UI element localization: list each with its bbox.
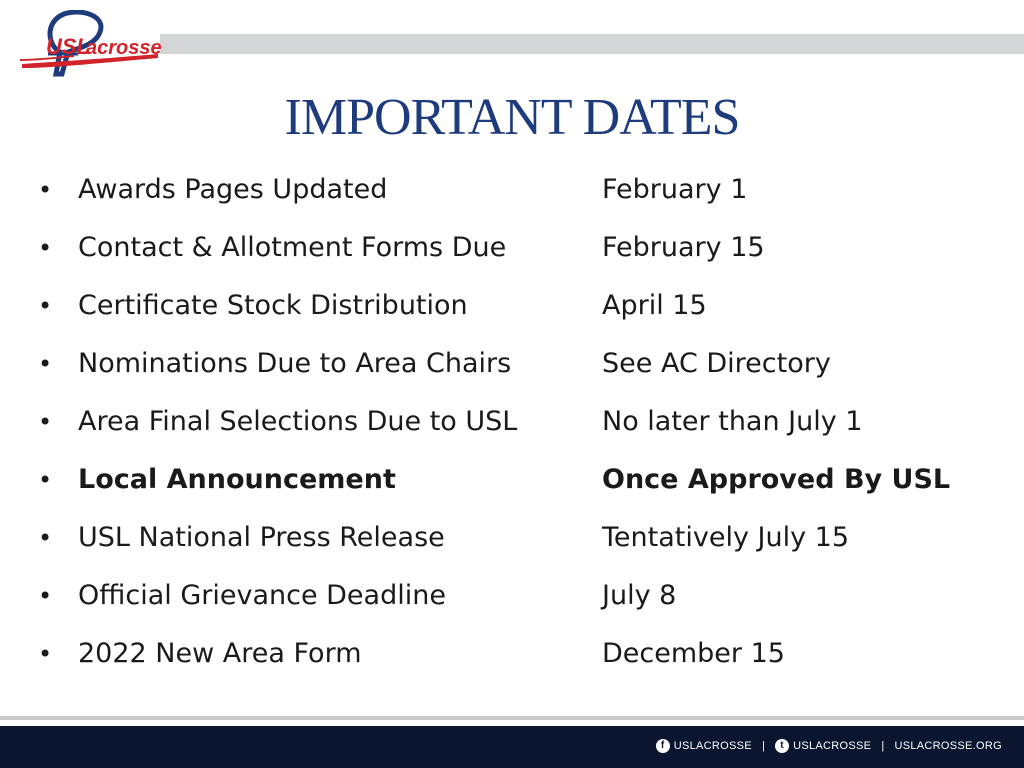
event-label: Area Final Selections Due to USL (78, 406, 518, 437)
event-date: December 15 (602, 638, 785, 669)
event-date: Tentatively July 15 (602, 522, 849, 553)
bullet-icon: • (38, 640, 53, 668)
bullet-icon: • (38, 466, 53, 494)
event-label: Awards Pages Updated (78, 174, 388, 205)
event-date: February 15 (602, 232, 765, 263)
list-item (0, 220, 1024, 278)
bullet-icon: • (38, 176, 53, 204)
bullet-icon: • (38, 234, 53, 262)
event-date: See AC Directory (602, 348, 831, 379)
event-label: 2022 New Area Form (78, 638, 362, 669)
event-label: Local Announcement (78, 464, 396, 495)
list-item (0, 626, 1024, 684)
event-date: Once Approved By USL (602, 464, 951, 495)
bullet-icon: • (38, 350, 53, 378)
event-date: No later than July 1 (602, 406, 863, 437)
event-label: Contact & Allotment Forms Due (78, 232, 507, 263)
event-label: USL National Press Release (78, 522, 445, 553)
event-label: Certificate Stock Distribution (78, 290, 468, 321)
event-label: Nominations Due to Area Chairs (78, 348, 512, 379)
list-item (0, 394, 1024, 452)
event-date: February 1 (602, 174, 748, 205)
footer-divider (0, 716, 1024, 720)
bullet-icon: • (38, 582, 53, 610)
important-dates-list (0, 162, 1024, 684)
svg-text:USL: USL (46, 34, 90, 59)
bullet-icon: • (38, 292, 53, 320)
footer-separator: | (881, 740, 885, 752)
website-link[interactable]: USLACROSSE.ORG (894, 740, 1002, 752)
facebook-link[interactable]: USLACROSSE (673, 740, 752, 752)
list-item (0, 162, 1024, 220)
list-item (0, 336, 1024, 394)
bullet-icon: • (38, 524, 53, 552)
header-bar (160, 34, 1024, 54)
footer (0, 726, 1024, 768)
list-item (0, 510, 1024, 568)
page-title: IMPORTANT DATES (284, 89, 740, 146)
twitter-icon[interactable]: t (775, 739, 789, 753)
event-label: Official Grievance Deadline (78, 580, 446, 611)
facebook-icon[interactable]: f (656, 739, 670, 753)
uslacrosse-logo (18, 10, 168, 86)
footer-social-links (656, 739, 1002, 753)
list-item (0, 452, 1024, 510)
svg-text:acrosse: acrosse (86, 37, 162, 59)
footer-separator: | (761, 740, 766, 752)
list-item (0, 278, 1024, 336)
event-date: July 8 (602, 580, 677, 611)
twitter-link[interactable]: USLACROSSE (793, 740, 872, 752)
bullet-icon: • (38, 408, 53, 436)
event-date: April 15 (602, 290, 707, 321)
list-item (0, 568, 1024, 626)
